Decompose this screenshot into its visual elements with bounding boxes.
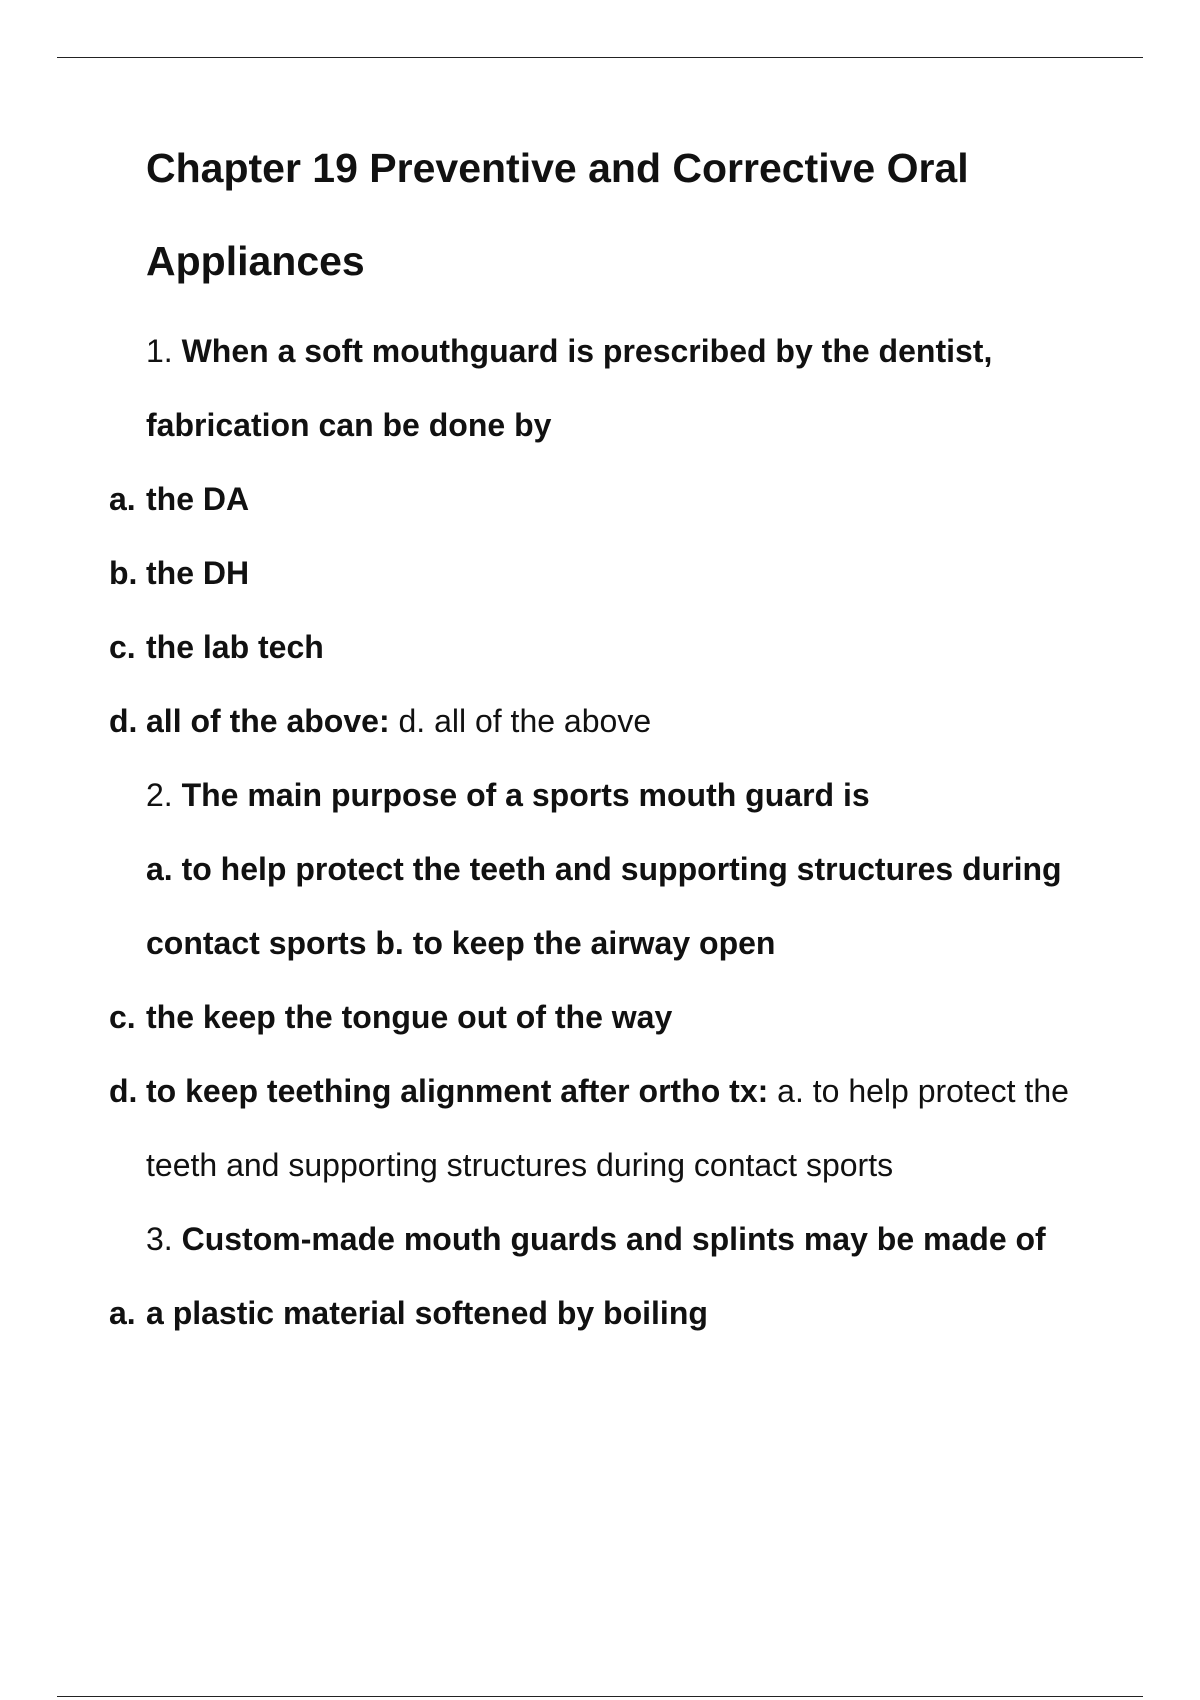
option-text: the keep the tongue out of the way [146,999,673,1035]
list-item [109,553,249,593]
question-1 [146,331,992,371]
question-number: 3. [146,1221,173,1257]
list-item [109,627,324,667]
option-text: a plastic material softened by boiling [146,1295,708,1331]
question-3 [146,1219,1046,1259]
question-2-option-a-line-1: a. to help protect the teeth and supporting structures during [146,851,1062,887]
option-marker: c. [109,629,136,665]
question-number: 2. [146,777,173,813]
option-marker: a. [109,1295,136,1331]
option-text: to keep teething alignment after ortho tx: [146,1073,769,1109]
question-2-option-a-line-2: contact sports b. to keep the airway open [146,925,776,961]
question-1-continuation: fabrication can be done by [146,407,552,443]
list-item [109,701,651,741]
option-marker: c. [109,999,136,1035]
list-item [109,1293,708,1333]
list-item [109,997,672,1037]
question-text: When a soft mouthguard is prescribed by the dentist, [181,333,993,369]
page-title-line-2: Appliances [146,238,365,284]
question-number: 1. [146,333,173,369]
answer-text: a. to help protect the [777,1073,1069,1109]
bottom-rule [57,1696,1143,1697]
top-rule [57,57,1143,58]
option-text: all of the above: [146,703,390,739]
answer-text-continuation: teeth and supporting structures during contact sports [146,1147,894,1183]
option-text: the DA [146,481,250,517]
question-text: Custom-made mouth guards and splints may be made of [181,1221,1046,1257]
option-marker: b. [109,555,138,591]
list-item [109,1071,1069,1111]
option-marker: d. [109,703,138,739]
option-text: the DH [146,555,250,591]
page-title-line-1: Chapter 19 Preventive and Corrective Oral [146,145,969,191]
option-text: the lab tech [146,629,324,665]
question-2 [146,775,870,815]
list-item [109,479,249,519]
question-text: The main purpose of a sports mouth guard is [181,777,870,813]
option-marker: d. [109,1073,138,1109]
answer-text: d. all of the above [398,703,652,739]
option-marker: a. [109,481,136,517]
